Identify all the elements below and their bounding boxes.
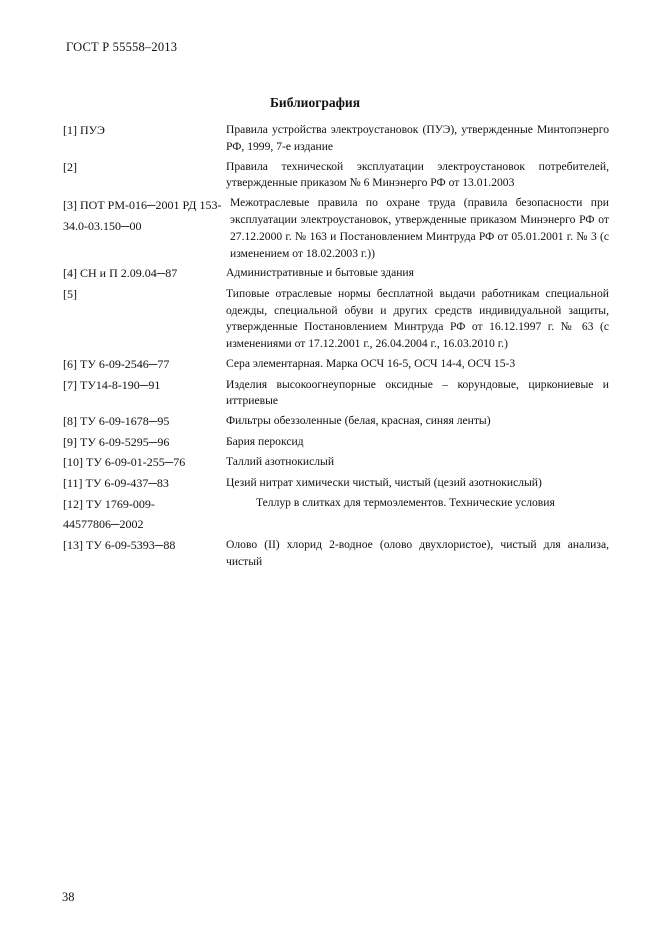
bibliography-entry [63, 286, 609, 353]
entry-description: Административные и бытовые здания [226, 266, 414, 280]
standard-code: ГОСТ Р 55558–2013 [66, 40, 178, 54]
entry-reference: [9] ТУ 6-09-5295─96 [63, 434, 170, 449]
entry-reference: [5] [63, 286, 77, 301]
bibliography-entry [63, 356, 609, 374]
document-header [66, 40, 177, 55]
bibliography-entry [63, 377, 609, 411]
bibliography-list [63, 122, 609, 574]
bibliography-entry [63, 195, 609, 262]
entry-description: Бария пероксид [226, 434, 304, 448]
entry-description: Типовые отраслевые нормы бесплатной выдачи работникам специальной одежды, специальной обуви и других средств индивидуальной защиты, утвержденные Постановлением Минтруда РФ от 16.12.1997 г. № 63 (с изменениями от 17.12.2001 г., 26.04.2004 г., 16.03.2010 г.) [226, 286, 609, 351]
bibliography-entry [63, 495, 609, 534]
entry-reference: [2] [63, 159, 77, 174]
entry-description: Теллур в слитках для термоэлементов. Технические условия [256, 496, 555, 510]
bibliography-entry [63, 159, 609, 193]
entry-reference: [3] ПОТ РМ-016─2001 РД 153-34.0-03.150─00 [63, 198, 222, 234]
page-number: 38 [62, 890, 75, 904]
entry-description: Межотраслевые правила по охране труда (правила безопасности при эксплуатации электроустановок, утвержденные приказом Минэнерго РФ от 27.12.2000 г. № 163 и Постановлением Минтруда РФ от 05.01.2001 г. № 3 (с изменением от 18.02.2003 г.)) [230, 196, 609, 260]
bibliography-entry [63, 537, 609, 571]
entry-description: Изделия высокоогнеупорные оксидные – корундовые, циркониевые и иттриевые [226, 377, 609, 408]
bibliography-entry [63, 265, 609, 283]
entry-description: Фильтры обеззоленные (белая, красная, синяя ленты) [226, 414, 491, 428]
section-title: Библиография [269, 95, 361, 110]
entry-reference: [11] ТУ 6-09-437─83 [63, 475, 169, 490]
entry-reference: [12] ТУ 1769-009-44577806─2002 [63, 497, 155, 531]
entry-description: Таллий азотнокислый [226, 455, 335, 469]
entry-description: Правила технической эксплуатации электроустановок потребителей, утвержденные приказом № 6 Минэнерго РФ от 13.01.2003 [226, 159, 609, 190]
entry-description: Правила устройства электроустановок (ПУЭ), утвержденные Минтопэнерго РФ, 1999, 7-е издание [226, 123, 609, 153]
bibliography-entry [63, 413, 609, 431]
entry-description: Цезий нитрат химически чистый, чистый (цезий азотнокислый) [226, 475, 542, 489]
bibliography-entry [63, 475, 609, 493]
entry-reference: [7] ТУ14-8-190─91 [63, 377, 161, 392]
entry-description: Олово (II) хлорид 2-водное (олово двухлористое), чистый для анализа, чистый [226, 538, 609, 568]
entry-reference: [10] ТУ 6-09-01-255─76 [63, 455, 186, 470]
entry-reference: [8] ТУ 6-09-1678─95 [63, 414, 170, 429]
entry-description: Сера элементарная. Марка ОСЧ 16-5, ОСЧ 14-4, ОСЧ 15-3 [226, 357, 516, 371]
bibliography-entry [63, 122, 609, 156]
entry-reference: [6] ТУ 6-09-2546─77 [63, 357, 170, 372]
entry-reference: [1] ПУЭ [63, 123, 105, 137]
entry-reference: [4] СН и П 2.09.04─87 [63, 266, 178, 281]
bibliography-entry [63, 454, 609, 472]
entry-reference: [13] ТУ 6-09-5393─88 [63, 538, 176, 553]
bibliography-entry [63, 434, 609, 452]
